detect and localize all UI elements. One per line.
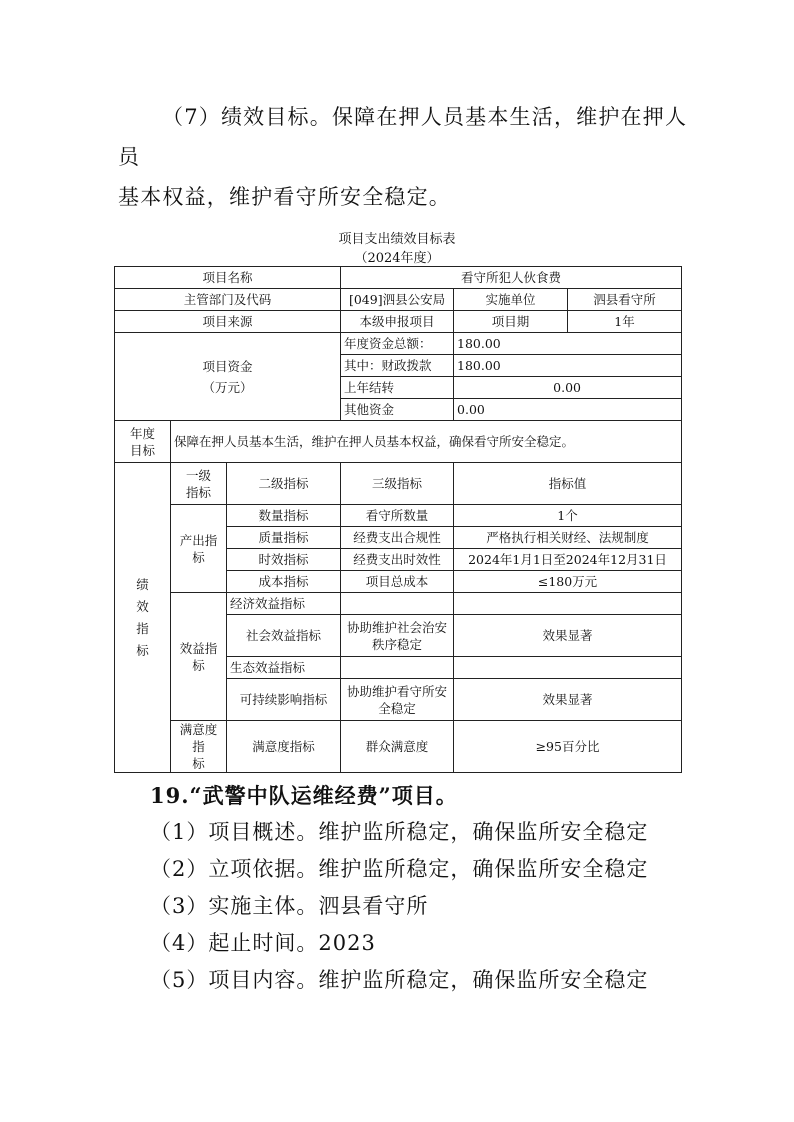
output-group-label: 产出指标 [171,505,227,593]
benefit-value [454,657,682,679]
funds-total-value: 180.00 [454,333,682,355]
intro-line-2: 基本权益，维护看守所安全稳定。 [118,185,451,209]
section-19-item: （3）实施主体。泗县看守所 [150,894,429,918]
table-caption-year: （2024年度） [354,251,440,266]
period-value: 1年 [568,311,682,333]
satisfaction-group-label [171,721,227,773]
annual-goal-value: 保障在押人员基本生活，维护在押人员基本权益，确保看守所安全稳定。 [171,421,682,463]
table-row [115,505,682,527]
impl-value: 泗县看守所 [568,289,682,311]
header-level1-b: 指标 [185,484,211,500]
satisfaction-level2: 满意度指标 [227,721,341,773]
row-funds-total [115,333,682,355]
project-name-value: 看守所犯人伙食费 [341,267,682,289]
output-value: 1个 [454,505,682,527]
period-label: 项目期 [454,311,568,333]
section-19-title: 19.“武警中队运维经费”项目。 [150,783,458,808]
perf-label-char: 指 [136,620,149,636]
section-19-item: （2）立项依据。维护监所稳定，确保监所安全稳定 [150,857,649,881]
project-name-label: 项目名称 [115,267,341,289]
benefit-level3-line: 秩序稳定 [372,636,423,652]
benefit-level3-line: 全稳定 [378,700,416,716]
benefit-level3 [341,593,454,615]
funds-carry-value: 0.00 [454,377,682,399]
dept-label: 主管部门及代码 [115,289,341,311]
funds-fiscal-value: 180.00 [454,355,682,377]
benefit-level2: 生态效益指标 [227,657,341,679]
satisfaction-group-line: 标 [192,756,205,771]
performance-target-table [114,266,682,773]
output-value: ≤180万元 [454,571,682,593]
perf-label-char: 绩 [136,576,149,592]
benefit-level3-line: 协助维护看守所安 [347,683,448,699]
output-level3: 项目总成本 [341,571,454,593]
perf-indicator-label [115,463,171,773]
output-level3: 看守所数量 [341,505,454,527]
funds-label-cell [115,333,341,421]
funds-other-value: 0.00 [454,399,682,421]
source-value: 本级申报项目 [341,311,454,333]
dept-value: [049]泗县公安局 [341,289,454,311]
perf-label-char: 效 [136,598,149,614]
header-level3: 三级指标 [341,463,454,505]
satisfaction-value: ≥95百分比 [454,721,682,773]
row-indicator-header [115,463,682,505]
annual-goal-label-1: 年度 [129,425,155,441]
header-level1 [171,463,227,505]
output-value: 严格执行相关财经、法规制度 [454,527,682,549]
row-project-name [115,267,682,289]
benefit-level2: 社会效益指标 [227,615,341,657]
output-level2: 数量指标 [227,505,341,527]
benefit-group-label: 效益指标 [171,593,227,721]
header-value: 指标值 [454,463,682,505]
section-19-item: （5）项目内容。维护监所稳定，确保监所安全稳定 [150,968,649,992]
benefit-value: 效果显著 [454,679,682,721]
header-level1-a: 一级 [185,467,211,483]
annual-goal-label [115,421,171,463]
benefit-level3 [341,657,454,679]
benefit-level2: 可持续影响指标 [227,679,341,721]
source-label: 项目来源 [115,311,341,333]
table-row [115,721,682,773]
section-19-item: （4）起止时间。2023 [150,931,376,955]
output-level2: 质量指标 [227,527,341,549]
header-level2: 二级指标 [227,463,341,505]
output-level2: 成本指标 [227,571,341,593]
output-level2: 时效指标 [227,549,341,571]
funds-unit: （万元） [202,379,253,395]
perf-label-char: 标 [136,642,149,658]
benefit-value: 效果显著 [454,615,682,657]
funds-total-label: 年度资金总额： [341,333,454,355]
intro-paragraph [118,97,688,217]
benefit-value [454,593,682,615]
table-row [115,593,682,615]
output-level3: 经费支出时效性 [341,549,454,571]
funds-label: 项目资金 [202,358,253,374]
row-department [115,289,682,311]
funds-other-label: 其他资金 [341,399,454,421]
benefit-level3-line: 协助维护社会治安 [347,619,448,635]
funds-fiscal-label: 其中：财政拨款 [341,355,454,377]
satisfaction-level3: 群众满意度 [341,721,454,773]
benefit-level2: 经济效益指标 [227,593,341,615]
annual-goal-label-2: 目标 [129,442,155,458]
impl-label: 实施单位 [454,289,568,311]
satisfaction-group-line: 满意度指 [179,722,218,754]
intro-line-1: （7）绩效目标。保障在押人员基本生活，维护在押人员 [118,105,688,169]
output-value: 2024年1月1日至2024年12月31日 [454,549,682,571]
row-source [115,311,682,333]
benefit-level3 [341,615,454,657]
funds-carry-label: 上年结转 [341,377,454,399]
output-level3: 经费支出合规性 [341,527,454,549]
row-annual-goal [115,421,682,463]
section-19-item: （1）项目概述。维护监所稳定，确保监所安全稳定 [150,820,649,844]
benefit-level3 [341,679,454,721]
table-caption-title: 项目支出绩效目标表 [338,232,456,247]
